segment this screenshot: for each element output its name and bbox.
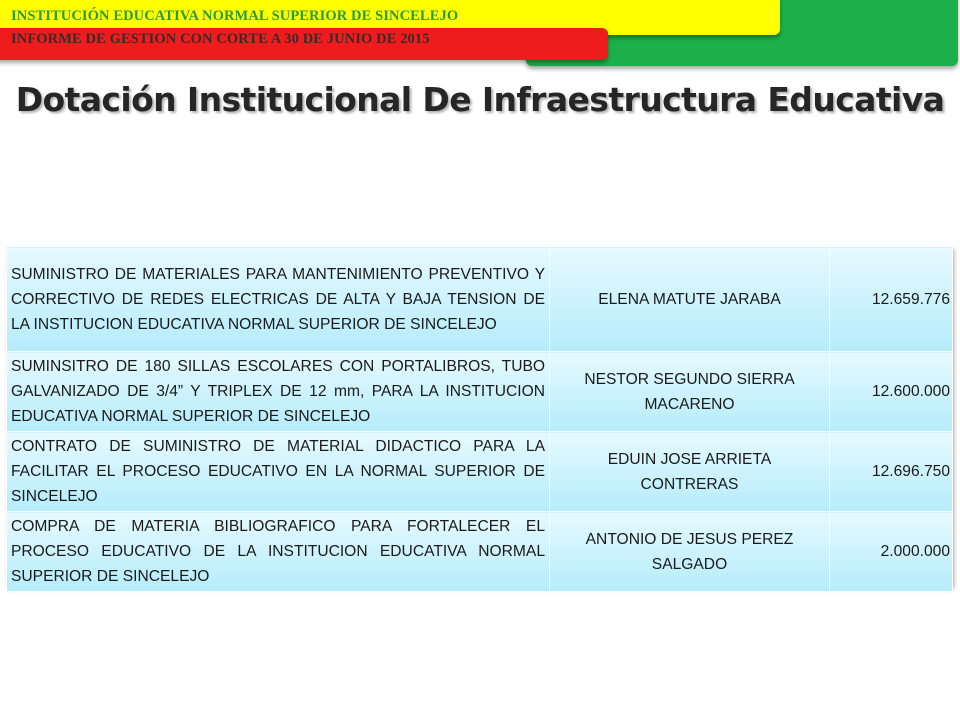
contract-amount: 12.696.750 [830, 432, 953, 512]
contract-description: COMPRA DE MATERIA BIBLIOGRAFICO PARA FORTALECER EL PROCESO EDUCATIVO DE LA INSTITUCION EDUCATIVA NORMAL SUPERIOR DE SINCELEJO [7, 512, 550, 592]
contract-amount: 12.600.000 [830, 352, 953, 432]
page-title: Dotación Institucional De Infraestructura Educativa [15, 80, 945, 119]
contractor-name: ELENA MATUTE JARABA [550, 247, 830, 352]
report-subtitle: INFORME DE GESTION CON CORTE A 30 DE JUNIO DE 2015 [11, 31, 430, 47]
table-row [7, 432, 953, 512]
contractor-name: ANTONIO DE JESUS PEREZ SALGADO [550, 512, 830, 592]
table-row [7, 512, 953, 592]
contract-description: SUMINSITRO DE 180 SILLAS ESCOLARES CON PORTALIBROS, TUBO GALVANIZADO DE 3/4” Y TRIPLEX DE 12 mm, PARA LA INSTITUCION EDUCATIVA NORMAL SUPERIOR DE SINCELEJO [7, 352, 550, 432]
contractor-name: NESTOR SEGUNDO SIERRA MACARENO [550, 352, 830, 432]
table-row [7, 352, 953, 432]
contract-description: CONTRATO DE SUMINISTRO DE MATERIAL DIDACTICO PARA LA FACILITAR EL PROCESO EDUCATIVO EN LA NORMAL SUPERIOR DE SINCELEJO [7, 432, 550, 512]
institution-name: INSTITUCIÓN EDUCATIVA NORMAL SUPERIOR DE SINCELEJO [11, 8, 459, 24]
contract-description: SUMINISTRO DE MATERIALES PARA MANTENIMIENTO PREVENTIVO Y CORRECTIVO DE REDES ELECTRICAS DE ALTA Y BAJA TENSION DE LA INSTITUCION EDUCATIVA NORMAL SUPERIOR DE SINCELEJO [7, 247, 550, 352]
contractor-name: EDUIN JOSE ARRIETA CONTRERAS [550, 432, 830, 512]
contract-amount: 12.659.776 [830, 247, 953, 352]
table-row [7, 247, 953, 352]
contracts-table [6, 246, 953, 592]
contract-amount: 2.000.000 [830, 512, 953, 592]
